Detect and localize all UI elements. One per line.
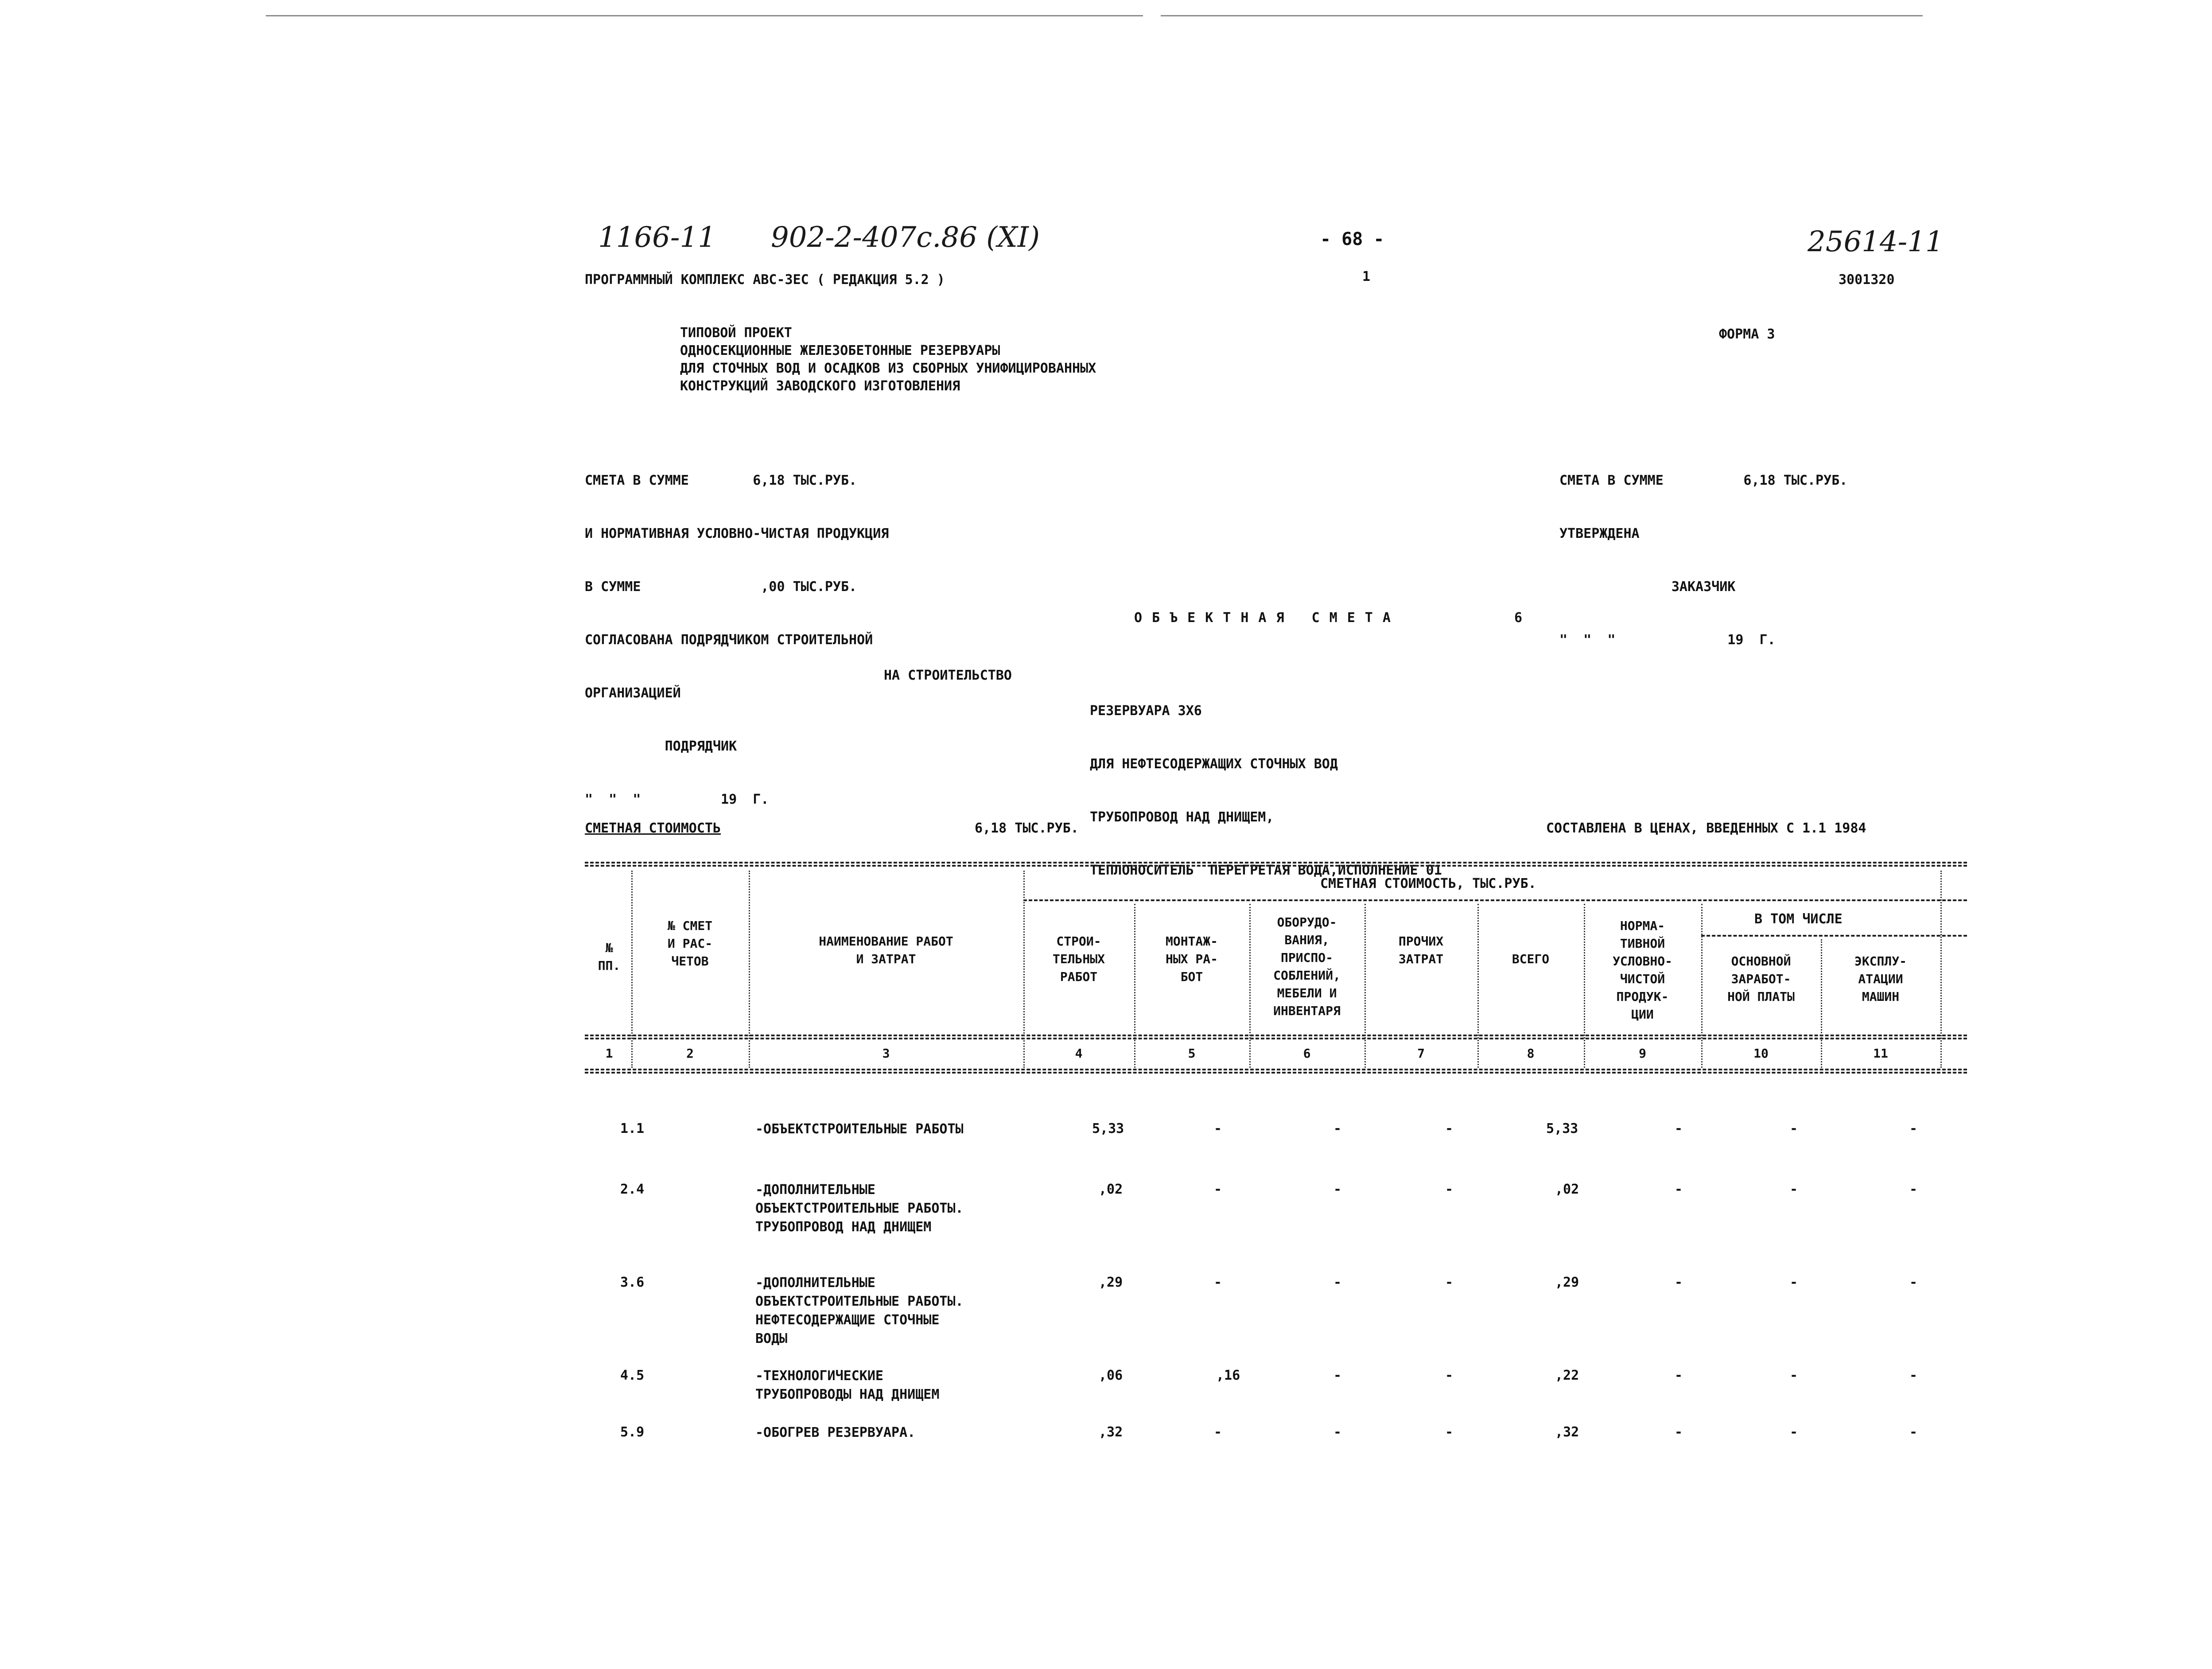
table-rule-group [1023, 899, 1967, 901]
header-construction: СТРОИ- ТЕЛЬНЫХ РАБОТ [1052, 934, 1105, 984]
row-base-wage: - [1790, 1368, 1798, 1383]
header-total: ВСЕГО [1512, 952, 1550, 966]
row-total: ,22 [1555, 1368, 1579, 1383]
row-normative: - [1675, 1121, 1683, 1136]
approval-right-block [1559, 436, 1847, 667]
table-rule-numbers-bottom [585, 1069, 1967, 1070]
program-line: ПРОГРАММНЫЙ КОМПЛЕКС АВС-ЗЕС ( РЕДАКЦИЯ 5.2 ) [585, 272, 945, 288]
column-number: 11 [1873, 1046, 1888, 1061]
scan-edge-line [1161, 15, 1923, 16]
row-installation: - [1214, 1121, 1222, 1136]
header-other: ПРОЧИХ ЗАТРАТ [1398, 934, 1444, 966]
approval-left-block [585, 436, 889, 826]
header-normative: НОРМА- ТИВНОЙ УСЛОВНО- ЧИСТОЙ ПРОДУК- ЦИИ [1613, 918, 1672, 1022]
row-construction: ,32 [1099, 1424, 1123, 1440]
approval-right-line: СМЕТА В СУММЕ 6,18 ТЫС.РУБ. [1559, 473, 1848, 488]
row-equipment: - [1333, 1368, 1342, 1383]
table-rule-header-bottom [585, 1038, 1967, 1039]
row-installation: - [1214, 1424, 1222, 1440]
row-construction: 5,33 [1092, 1121, 1124, 1136]
approval-left-line: ПОДРЯДЧИК [585, 739, 737, 754]
row-machines: - [1909, 1424, 1918, 1440]
header-equipment: ОБОРУДО- ВАНИЯ, ПРИСПО- СОБЛЕНИЙ, МЕБЕЛИ И ИНВЕНТАРЯ [1273, 915, 1341, 1018]
column-separator [1584, 904, 1585, 1068]
approval-right-line: УТВЕРЖДЕНА [1559, 526, 1640, 541]
for-label: НА СТРОИТЕЛЬСТВО [884, 668, 1012, 683]
row-machines: - [1909, 1182, 1918, 1197]
column-separator [1023, 871, 1025, 1068]
object-line: РЕЗЕРВУАРА 3Х6 [1090, 703, 1202, 719]
table-rule-header-bottom [585, 1035, 1967, 1036]
row-work-name: -ДОПОЛНИТЕЛЬНЫЕ ОБЪЕКТСТРОИТЕЛЬНЫЕ РАБОТЫ. НЕФТЕСОДЕРЖАЩИЕ СТОЧНЫЕ ВОДЫ [755, 1275, 964, 1346]
approval-left-line: ОРГАНИЗАЦИЕЙ [585, 685, 681, 701]
project-title-block [680, 324, 1096, 395]
column-number: 10 [1753, 1046, 1769, 1061]
row-no: 5.9 [620, 1424, 645, 1440]
row-equipment: - [1333, 1182, 1342, 1197]
table-rule-top [585, 865, 1967, 867]
sheet-small: 1 [1362, 269, 1371, 284]
row-no: 4.5 [620, 1368, 645, 1383]
row-base-wage: - [1790, 1121, 1798, 1136]
row-base-wage: - [1790, 1182, 1798, 1197]
group-header: СМЕТНАЯ СТОИМОСТЬ, ТЫС.РУБ. [1320, 876, 1536, 891]
column-number: 1 [605, 1046, 613, 1061]
row-equipment: - [1333, 1275, 1342, 1290]
row-base-wage: - [1790, 1275, 1798, 1290]
row-other: - [1445, 1275, 1454, 1290]
header-no: № ПП. [598, 941, 621, 973]
row-no: 3.6 [620, 1275, 645, 1290]
row-total: ,32 [1555, 1424, 1579, 1440]
table-rule-top [585, 862, 1967, 864]
row-construction: ,29 [1099, 1275, 1123, 1290]
column-number: 6 [1303, 1046, 1311, 1061]
row-normative: - [1675, 1368, 1683, 1383]
estimate-number: 6 [1514, 610, 1523, 626]
table-rule-numbers-bottom [585, 1072, 1967, 1074]
row-machines: - [1909, 1121, 1918, 1136]
row-construction: ,02 [1099, 1182, 1123, 1197]
approval-left-line: И НОРМАТИВНАЯ УСЛОВНО-ЧИСТАЯ ПРОДУКЦИЯ [585, 526, 889, 541]
approval-left-line: СОГЛАСОВАНА ПОДРЯДЧИКОМ СТРОИТЕЛЬНОЙ [585, 632, 873, 648]
approval-left-line: В СУММЕ ,00 ТЫС.РУБ. [585, 579, 857, 595]
row-no: 1.1 [620, 1121, 645, 1136]
column-separator [1940, 871, 1942, 1068]
header-calc-number: № СМЕТ И РАС- ЧЕТОВ [667, 918, 713, 969]
column-number: 4 [1075, 1046, 1083, 1061]
form-label: ФОРМА 3 [1719, 327, 1775, 342]
approval-left-line: " " " 19 Г. [585, 792, 769, 807]
column-separator [631, 871, 633, 1068]
row-other: - [1445, 1424, 1454, 1440]
column-number: 5 [1188, 1046, 1196, 1061]
project-line: ДЛЯ СТОЧНЫХ ВОД И ОСАДКОВ ИЗ СБОРНЫХ УНИФИЦИРОВАННЫХ [680, 361, 1096, 376]
cost-label: СМЕТНАЯ СТОИМОСТЬ [585, 821, 721, 836]
column-separator [1701, 904, 1703, 1068]
doc-number: 3001320 [1839, 272, 1895, 288]
approval-right-line: ЗАКАЗЧИК [1559, 579, 1736, 595]
project-line: ТИПОВОЙ ПРОЕКТ [680, 325, 792, 341]
row-equipment: - [1333, 1121, 1342, 1136]
column-number: 9 [1639, 1046, 1646, 1061]
row-total: ,02 [1555, 1182, 1579, 1197]
column-number: 3 [882, 1046, 890, 1061]
row-total: ,29 [1555, 1275, 1579, 1290]
row-work-name: -ОБЪЕКТСТРОИТЕЛЬНЫЕ РАБОТЫ [755, 1121, 964, 1137]
column-separator [1365, 904, 1366, 1068]
row-installation: - [1214, 1275, 1222, 1290]
project-line: ОДНОСЕКЦИОННЫЕ ЖЕЛЕЗОБЕТОННЫЕ РЕЗЕРВУАРЫ [680, 343, 1000, 358]
estimate-title: ОБЪЕКТНАЯ СМЕТА [1134, 610, 1400, 626]
project-code: 902-2-407с.86 (XI) [771, 221, 1040, 254]
column-separator [1477, 904, 1479, 1068]
row-work-name: -ОБОГРЕВ РЕЗЕРВУАРА. [755, 1425, 916, 1440]
code-left: 1166-11 [598, 221, 716, 254]
row-installation: ,16 [1216, 1368, 1240, 1383]
row-machines: - [1909, 1275, 1918, 1290]
project-line: КОНСТРУКЦИЙ ЗАВОДСКОГО ИЗГОТОВЛЕНИЯ [680, 378, 960, 394]
row-other: - [1445, 1182, 1454, 1197]
page-number: - 68 - [1320, 229, 1384, 249]
column-number: 8 [1527, 1046, 1535, 1061]
header-base-wage: ОСНОВНОЙ ЗАРАБОТ- НОЙ ПЛАТЫ [1727, 954, 1795, 1004]
row-work-name: -ТЕХНОЛОГИЧЕСКИЕ ТРУБОПРОВОДЫ НАД ДНИЩЕМ [755, 1368, 940, 1402]
object-line: ТЕПЛОНОСИТЕЛЬ ПЕРЕГРЕТАЯ ВОДА,ИСПОЛНЕНИЕ 01 [1090, 863, 1442, 878]
row-base-wage: - [1790, 1424, 1798, 1440]
code-right: 25614-11 [1808, 226, 1944, 258]
row-normative: - [1675, 1275, 1683, 1290]
row-other: - [1445, 1121, 1454, 1136]
header-work-name: НАИМЕНОВАНИЕ РАБОТ И ЗАТРАТ [819, 934, 953, 966]
approval-right-line: " " " 19 Г. [1559, 632, 1776, 648]
header-installation: МОНТАЖ- НЫХ РА- БОТ [1165, 934, 1218, 984]
approval-left-line: СМЕТА В СУММЕ 6,18 ТЫС.РУБ. [585, 473, 857, 488]
cost-value: 6,18 ТЫС.РУБ. [975, 821, 1079, 836]
scan-edge-line [266, 15, 1143, 16]
column-number: 7 [1417, 1046, 1425, 1061]
row-construction: ,06 [1099, 1368, 1123, 1383]
row-normative: - [1675, 1424, 1683, 1440]
row-machines: - [1909, 1368, 1918, 1383]
prices-note: СОСТАВЛЕНА В ЦЕНАХ, ВВЕДЕННЫХ С 1.1 1984 [1546, 821, 1866, 836]
column-separator [1249, 904, 1251, 1068]
row-equipment: - [1333, 1424, 1342, 1440]
row-other: - [1445, 1368, 1454, 1383]
object-line: ДЛЯ НЕФТЕСОДЕРЖАЩИХ СТОЧНЫХ ВОД [1090, 756, 1338, 772]
row-work-name: -ДОПОЛНИТЕЛЬНЫЕ ОБЪЕКТСТРОИТЕЛЬНЫЕ РАБОТЫ. ТРУБОПРОВОД НАД ДНИЩЕМ [755, 1182, 964, 1235]
row-no: 2.4 [620, 1182, 645, 1197]
subgroup-header: В ТОМ ЧИСЛЕ [1754, 911, 1843, 927]
row-normative: - [1675, 1182, 1683, 1197]
row-total: 5,33 [1546, 1121, 1578, 1136]
header-machines: ЭКСПЛУ- АТАЦИИ МАШИН [1854, 954, 1907, 1004]
row-installation: - [1214, 1182, 1222, 1197]
column-separator [749, 871, 750, 1068]
column-separator [1134, 904, 1135, 1068]
object-line: ТРУБОПРОВОД НАД ДНИЩЕМ, [1090, 809, 1274, 825]
table-rule-subgroup [1701, 935, 1967, 937]
column-number: 2 [686, 1046, 694, 1061]
column-separator [1821, 939, 1822, 1068]
